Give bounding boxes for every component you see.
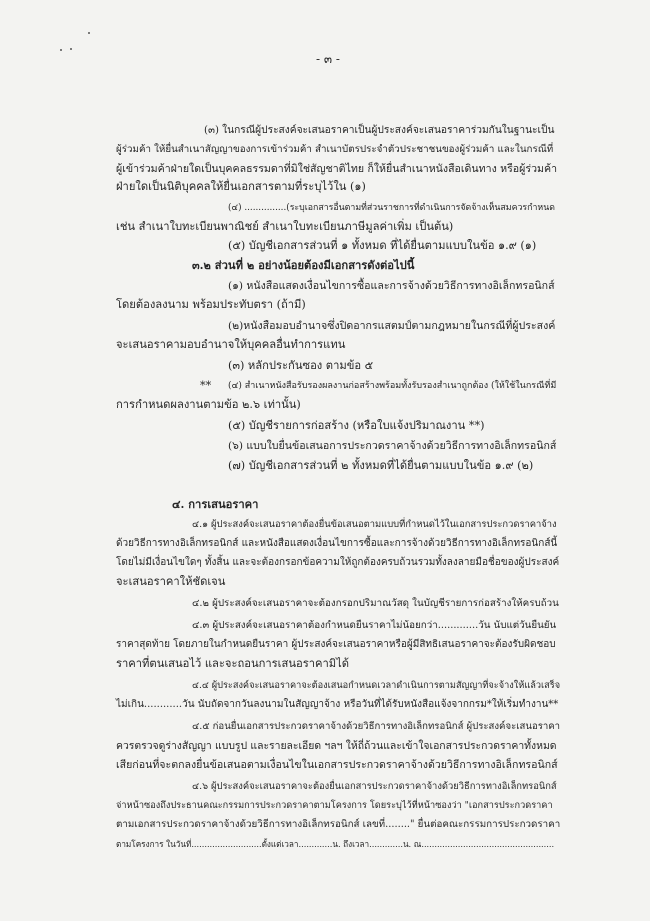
section-heading: ๔. การเสนอราคา [172, 497, 259, 511]
text-line: จะเสนอราคามอบอำนาจให้บุคคลอื่นทำการแทน [116, 338, 346, 351]
section-heading: ๓.๒ ส่วนที่ ๒ อย่างน้อยต้องมีเอกสารดังต่อไปนี้ [192, 258, 415, 272]
text-line: เสียก่อนที่จะตกลงยื่นข้อเสนอตามเงื่อนไขในเอกสารประกวดราคาจ้างด้วยวิธีการทางอิเล็กทรอนิกส์ [116, 759, 558, 771]
text-line: ควรตรวจดูร่างสัญญา แบบรูป และรายละเอียด ฯลฯ ให้ถี่ถ้วนและเข้าใจเอกสารประกวดราคาทั้งหมด [116, 740, 557, 752]
scan-speck [70, 48, 72, 50]
text-line: (๖) แบบใบยื่นข้อเสนอการประกวดราคาจ้างด้วยวิธีการทางอิเล็กทรอนิกส์ [228, 440, 557, 452]
text-line: โดยไม่มีเงื่อนไขใดๆ ทั้งสิ้น และจะต้องกรอกข้อความให้ถูกต้องครบถ้วนรวมทั้งลงลายมือชื่อของผู้ประสงค์ [116, 557, 560, 568]
text-line: ๔.๓ ผู้ประสงค์จะเสนอราคาต้องกำหนดยืนราคาไม่น้อยกว่า.............วัน นับแต่วันยืนยัน [192, 620, 557, 631]
text-line: (๑) หนังสือแสดงเงื่อนไขการซื้อและการจ้างด้วยวิธีการทางอิเล็กทรอนิกส์ [228, 280, 555, 292]
text-line: (๓) ในกรณีผู้ประสงค์จะเสนอราคาเป็นผู้ประสงค์จะเสนอราคาร่วมกันในฐานะเป็น [204, 125, 555, 136]
text-line: เช่น สำเนาใบทะเบียนพาณิชย์ สำเนาใบทะเบียนภาษีมูลค่าเพิ่ม เป็นต้น) [116, 220, 454, 233]
text-line: (๔) สำเนาหนังสือรับรองผลงานก่อสร้างพร้อมทั้งรับรองสำเนาถูกต้อง (ให้ใช้ในกรณีที่มี [228, 381, 557, 391]
text-line: ๔.๕ ก่อนยื่นเอกสารประกวดราคาจ้างด้วยวิธีการทางอิเล็กทรอนิกส์ ผู้ประสงค์จะเสนอราคา [192, 721, 561, 732]
text-line: ผู้เข้าร่วมค้าฝ่ายใดเป็นบุคคลธรรมดาที่มิใช่สัญชาติไทย ก็ให้ยื่นสำเนาหนังสือเดินทาง หรือผู้ร่วมค้า [116, 163, 558, 175]
text-line: ไม่เกิน............วัน นับถัดจากวันลงนามในสัญญาจ้าง หรือวันที่ได้รับหนังสือแจ้งจากกรม*ให้เริ่มทำงาน** [116, 699, 559, 710]
text-line: (๕) บัญชีรายการก่อสร้าง (หรือใบแจ้งปริมาณงาน **) [228, 419, 485, 432]
text-line: (๒)หนังสือมอบอำนาจซึ่งปิดอากรแสตมป์ตามกฎหมายในกรณีที่ผู้ประสงค์ [228, 320, 556, 332]
text-line: ๔.๖ ผู้ประสงค์จะเสนอราคาจะต้องยื่นเอกสารประกวดราคาจ้างด้วยวิธีการทางอิเล็กทรอนิกส์ [192, 781, 557, 792]
text-line: ด้วยวิธีการทางอิเล็กทรอนิกส์ และหนังสือแสดงเงื่อนไขการซื้อและการจ้างด้วยวิธีการทางอิเล็กทรอนิกส์นี้ [116, 538, 558, 549]
text-line: ๔.๔ ผู้ประสงค์จะเสนอราคาจะต้องเสนอกำหนดเวลาดำเนินการตามสัญญาที่จะจ้างให้แล้วเสร็จ [192, 680, 561, 691]
scan-speck [88, 32, 90, 34]
text-line: (๓) หลักประกันซอง ตามข้อ ๕ [228, 359, 374, 372]
text-line: ๔.๑ ผู้ประสงค์จะเสนอราคาต้องยื่นข้อเสนอตามแบบที่กำหนดไว้ในเอกสารประกวดราคาจ้าง [192, 519, 557, 530]
text-line: ราคาที่ตนเสนอไว้ และจะถอนการเสนอราคามิได้ [116, 657, 350, 670]
text-line: (๗) บัญชีเอกสารส่วนที่ ๒ ทั้งหมดที่ได้ยื่นตามแบบในข้อ ๑.๙ (๒) [228, 459, 534, 472]
text-line: ฝ่ายใดเป็นนิติบุคคลให้ยื่นเอกสารตามที่ระบุไว้ใน (๑) [116, 180, 366, 193]
text-line: (๔) ...............(ระบุเอกสารอื่นตามที่ส่วนราชการที่ดำเนินการจัดจ้างเห็นสมควรกำหนด [228, 203, 555, 213]
text-line: ผู้ร่วมค้า ให้ยื่นสำเนาสัญญาของการเข้าร่วมค้า สำเนาบัตรประจำตัวประชาชนของผู้ร่วมค้า และในกรณีที่ [116, 144, 554, 155]
text-line: ตามเอกสารประกวดราคาจ้างด้วยวิธีการทางอิเล็กทรอนิกส์ เลขที่........" ยื่นต่อคณะกรรมการประกวดราคา [116, 819, 561, 830]
text-line: จ่าหน้าซองถึงประธานคณะกรรมการประกวดราคาตามโครงการ โดยระบุไว้ที่หน้าซองว่า "เอกสารประกวดราคา [116, 800, 553, 811]
asterisk-marker: ** [200, 379, 212, 392]
page-number: - ๓ - [316, 52, 340, 66]
text-line: ๔.๒ ผู้ประสงค์จะเสนอราคาจะต้องกรอกปริมาณวัสดุ ในบัญชีรายการก่อสร้างให้ครบถ้วน [192, 598, 559, 609]
text-line: จะเสนอราคาให้ชัดเจน [116, 575, 226, 588]
text-line: ตามโครงการ ในวันที่...........................ตั้งแต่เวลา.............น. ถึงเวลา.............น. ณ................................................... [116, 839, 555, 849]
scan-speck [60, 49, 62, 51]
text-line: โดยต้องลงนาม พร้อมประทับตรา (ถ้ามี) [116, 298, 306, 311]
text-line: การกำหนดผลงานตามข้อ ๒.๖ เท่านั้น) [116, 398, 301, 411]
text-line: (๕) บัญชีเอกสารส่วนที่ ๑ ทั้งหมด ที่ได้ยื่นตามแบบในข้อ ๑.๙ (๑) [228, 239, 537, 252]
text-line: ราคาสุดท้าย โดยภายในกำหนดยืนราคา ผู้ประสงค์จะเสนอราคาหรือผู้มีสิทธิเสนอราคาจะต้องรับผิดชอบ [116, 639, 556, 650]
